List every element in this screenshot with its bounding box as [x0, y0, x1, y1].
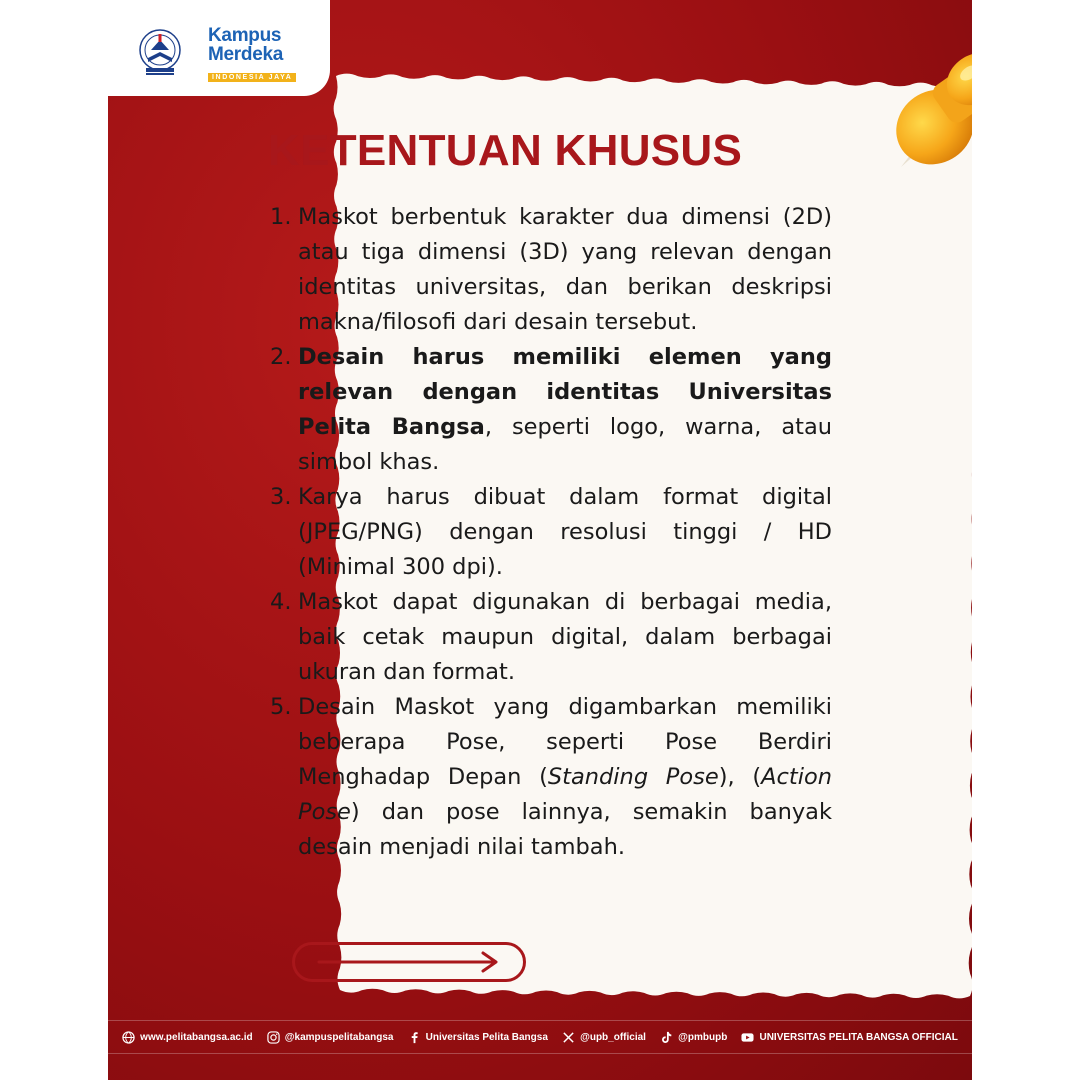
tiktok-icon — [660, 1031, 673, 1044]
list-item-text: , seperti logo, warna, atau simbol khas. — [298, 414, 832, 475]
thumbtack-icon — [883, 47, 972, 177]
list-item-text: ), ( — [718, 764, 762, 790]
footer-instagram[interactable] — [267, 1031, 394, 1044]
list-item-text: Karya harus dibuat dalam format digital (JPEG/PNG) dengan resolusi tinggi / HD (Minimal 300 dpi). — [298, 484, 832, 580]
footer-x-text: @upb_official — [580, 1031, 646, 1043]
footer-instagram-text: @kampuspelitabangsa — [284, 1031, 394, 1043]
list-item-text: Desain Maskot yang digambarkan memiliki beberapa Pose, seperti Pose Berdiri Menghadap Depan ( — [298, 694, 832, 790]
list-item-italic-text: Action Pose — [298, 764, 832, 825]
footer-youtube-text: UNIVERSITAS PELITA BANGSA OFFICIAL — [759, 1031, 958, 1043]
list-item-number: 1. — [270, 204, 292, 230]
next-arrow-button[interactable] — [292, 942, 526, 982]
social-footer — [108, 1020, 972, 1054]
list-item — [270, 200, 832, 340]
kampus-merdeka-line1: Kampus — [208, 25, 282, 46]
arrow-right-icon — [317, 951, 501, 973]
footer-tiktok[interactable] — [660, 1031, 727, 1044]
footer-youtube[interactable] — [741, 1031, 957, 1044]
list-item-italic-text: Standing Pose — [547, 764, 719, 790]
logo-box — [108, 0, 330, 96]
list-item — [270, 585, 832, 690]
x-icon — [562, 1031, 575, 1044]
youtube-icon — [741, 1031, 754, 1044]
footer-website-text: www.pelitabangsa.ac.id — [140, 1031, 253, 1043]
list-item — [270, 480, 832, 585]
kampus-merdeka-tagline: INDONESIA JAYA — [208, 73, 296, 82]
footer-facebook-text: Universitas Pelita Bangsa — [425, 1031, 548, 1043]
list-item-bold-text: Desain harus memiliki elemen yang relevan dengan identitas Universitas Pelita Bangsa — [298, 344, 832, 440]
kampus-merdeka-logo — [208, 26, 318, 96]
footer-x[interactable] — [562, 1031, 646, 1044]
globe-icon — [122, 1031, 135, 1044]
kampus-merdeka-line2: Merdeka — [208, 44, 283, 65]
list-item — [270, 690, 832, 865]
list-item-number: 5. — [270, 694, 292, 720]
list-item-number: 3. — [270, 484, 292, 510]
facebook-icon — [408, 1031, 421, 1044]
page-title: KETENTUAN KHUSUS — [268, 126, 743, 175]
list-item-text: ) dan pose lainnya, semakin banyak desain menjadi nilai tambah. — [298, 799, 832, 860]
list-item — [270, 340, 832, 480]
list-item-number: 2. — [270, 344, 292, 370]
footer-tiktok-text: @pmbupb — [678, 1031, 728, 1043]
list-item-text: Maskot berbentuk karakter dua dimensi (2D) atau tiga dimensi (3D) yang relevan dengan identitas universitas, dan berikan deskripsi makna/filosofi dari desain tersebut. — [298, 204, 832, 335]
list-item-text: Maskot dapat digunakan di berbagai media, baik cetak maupun digital, dalam berbagai ukuran dan format. — [298, 589, 832, 685]
footer-facebook[interactable] — [408, 1031, 548, 1044]
requirements-list — [270, 200, 832, 865]
instagram-icon — [267, 1031, 280, 1044]
poster-background — [108, 0, 972, 1080]
list-item-number: 4. — [270, 589, 292, 615]
university-seal-logo — [138, 28, 182, 78]
footer-website[interactable] — [122, 1031, 252, 1044]
